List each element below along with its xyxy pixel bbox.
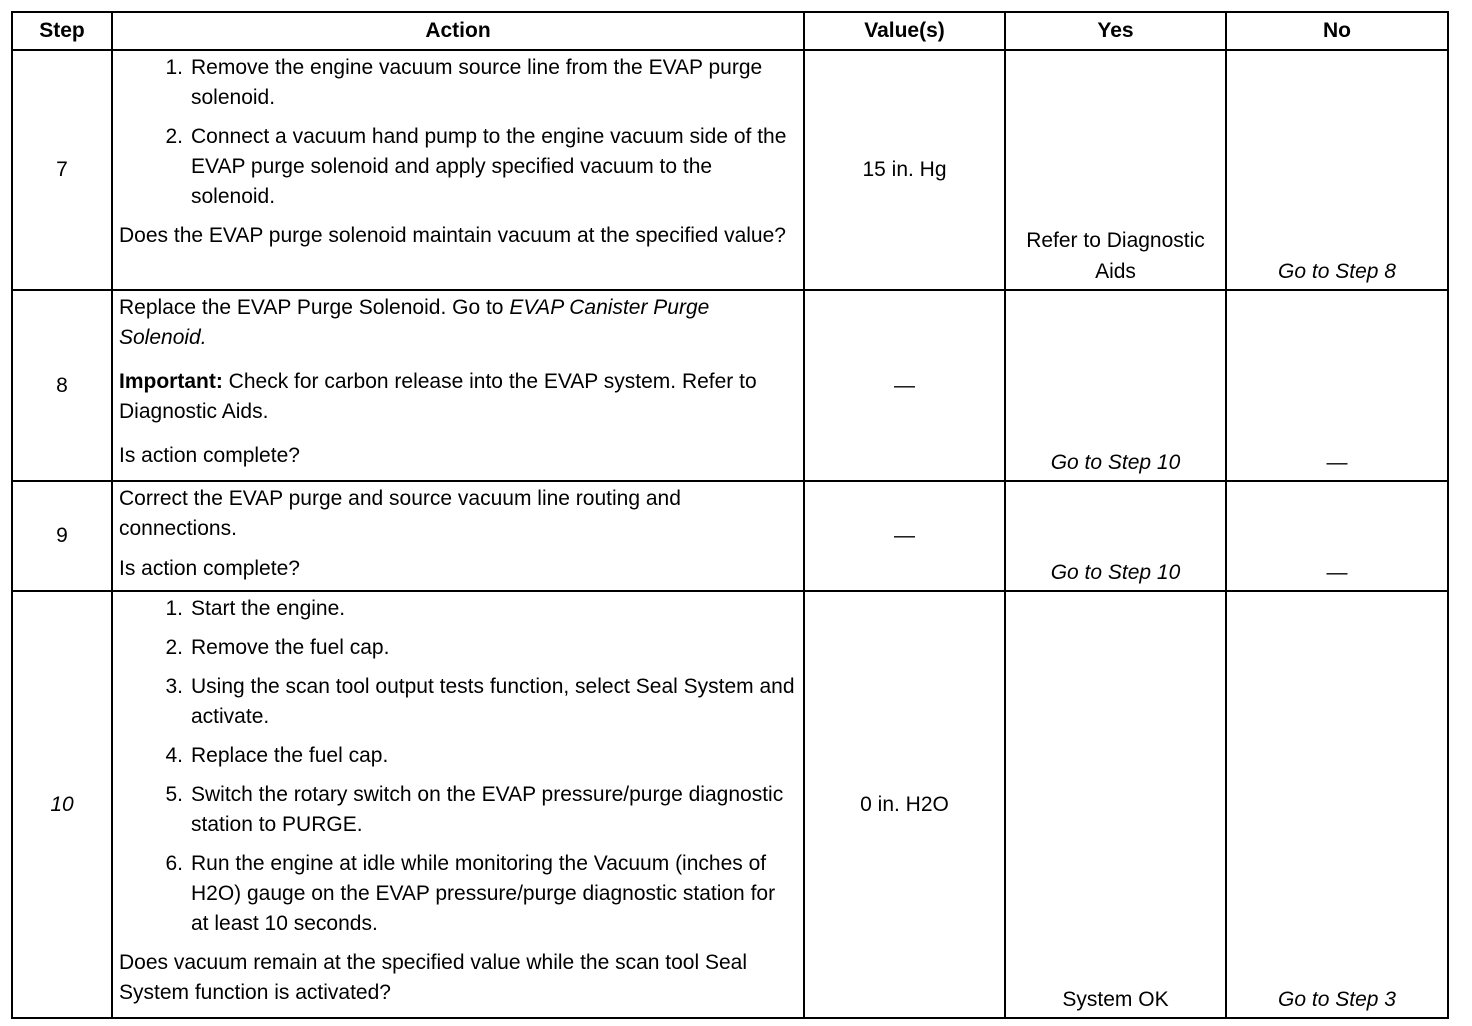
step-item-text: Switch the rotary switch on the EVAP pressure/purge diagnostic station to PURGE. xyxy=(191,783,784,836)
step-item-number: 4. xyxy=(165,744,183,767)
action-steps-list xyxy=(119,53,797,212)
action-steps-list xyxy=(119,594,797,939)
action-step-item xyxy=(119,53,797,113)
replace-reference: EVAP Canister Purge Solenoid. xyxy=(119,296,710,349)
replace-text: Replace the EVAP Purge Solenoid. Go to xyxy=(119,296,504,319)
action-cell xyxy=(112,481,804,591)
step-item-number: 3. xyxy=(165,675,183,698)
no-cell: — xyxy=(1226,481,1448,591)
step-number: 8 xyxy=(12,290,112,481)
step-number: 10 xyxy=(12,591,112,1018)
step-item-text: Using the scan tool output tests function, select Seal System and activate. xyxy=(191,675,795,728)
step-number: 9 xyxy=(12,481,112,591)
header-values: Value(s) xyxy=(804,12,1005,50)
yes-cell: Go to Step 10 xyxy=(1005,290,1226,481)
header-yes: Yes xyxy=(1005,12,1226,50)
step-item-text: Remove the engine vacuum source line from the EVAP purge solenoid. xyxy=(191,56,763,109)
action-step-item xyxy=(119,849,797,939)
header-no: No xyxy=(1226,12,1448,50)
action-cell xyxy=(112,50,804,290)
step-item-number: 6. xyxy=(165,852,183,875)
step-item-number: 1. xyxy=(165,597,183,620)
table-row-step-10 xyxy=(12,591,1448,1018)
value-cell: — xyxy=(804,481,1005,591)
step-item-number: 2. xyxy=(165,125,183,148)
step-item-text: Remove the fuel cap. xyxy=(191,636,390,659)
value-cell: 0 in. H2O xyxy=(804,591,1005,1018)
action-text: Correct the EVAP purge and source vacuum line routing and connections. xyxy=(119,487,681,540)
diagnostic-table-sheet xyxy=(11,11,1447,1019)
yes-cell: Refer to Diagnostic Aids xyxy=(1005,50,1226,290)
header-action: Action xyxy=(112,12,804,50)
step-item-text: Run the engine at idle while monitoring the Vacuum (inches of H2O) gauge on the EVAP pressure/purge diagnostic station for at least 10 seconds. xyxy=(191,852,776,935)
important-note xyxy=(119,367,797,427)
yes-cell: Go to Step 10 xyxy=(1005,481,1226,591)
action-cell xyxy=(112,591,804,1018)
action-question: Is action complete? xyxy=(119,557,300,580)
action-question: Does vacuum remain at the specified value while the scan tool Seal System function is activated? xyxy=(119,951,748,1004)
step-item-number: 5. xyxy=(165,783,183,806)
step-item-text: Replace the fuel cap. xyxy=(191,744,389,767)
no-cell: — xyxy=(1226,290,1448,481)
action-step-item xyxy=(119,672,797,732)
step-item-number: 1. xyxy=(165,56,183,79)
no-cell: Go to Step 3 xyxy=(1226,591,1448,1018)
important-text: Check for carbon release into the EVAP system. Refer to Diagnostic Aids. xyxy=(119,370,757,423)
value-cell: 15 in. Hg xyxy=(804,50,1005,290)
action-step-item xyxy=(119,122,797,212)
step-item-text: Start the engine. xyxy=(191,597,346,620)
diagnostic-table xyxy=(11,11,1449,1019)
table-row-step-9 xyxy=(12,481,1448,591)
no-cell: Go to Step 8 xyxy=(1226,50,1448,290)
action-step-item xyxy=(119,633,797,663)
action-question: Does the EVAP purge solenoid maintain vacuum at the specified value? xyxy=(119,224,786,247)
yes-cell: System OK xyxy=(1005,591,1226,1018)
action-step-item xyxy=(119,780,797,840)
important-label: Important: xyxy=(119,370,223,393)
value-cell: — xyxy=(804,290,1005,481)
action-step-item xyxy=(119,741,797,771)
table-row-step-7 xyxy=(12,50,1448,290)
header-step: Step xyxy=(12,12,112,50)
step-number: 7 xyxy=(12,50,112,290)
table-row-step-8 xyxy=(12,290,1448,481)
action-question: Is action complete? xyxy=(119,444,300,467)
header-row xyxy=(12,12,1448,50)
step-item-text: Connect a vacuum hand pump to the engine vacuum side of the EVAP purge solenoid and apply specified vacuum to the solenoid. xyxy=(191,125,787,208)
step-item-number: 2. xyxy=(165,636,183,659)
replace-instruction xyxy=(119,293,797,353)
action-cell xyxy=(112,290,804,481)
action-step-item xyxy=(119,594,797,624)
